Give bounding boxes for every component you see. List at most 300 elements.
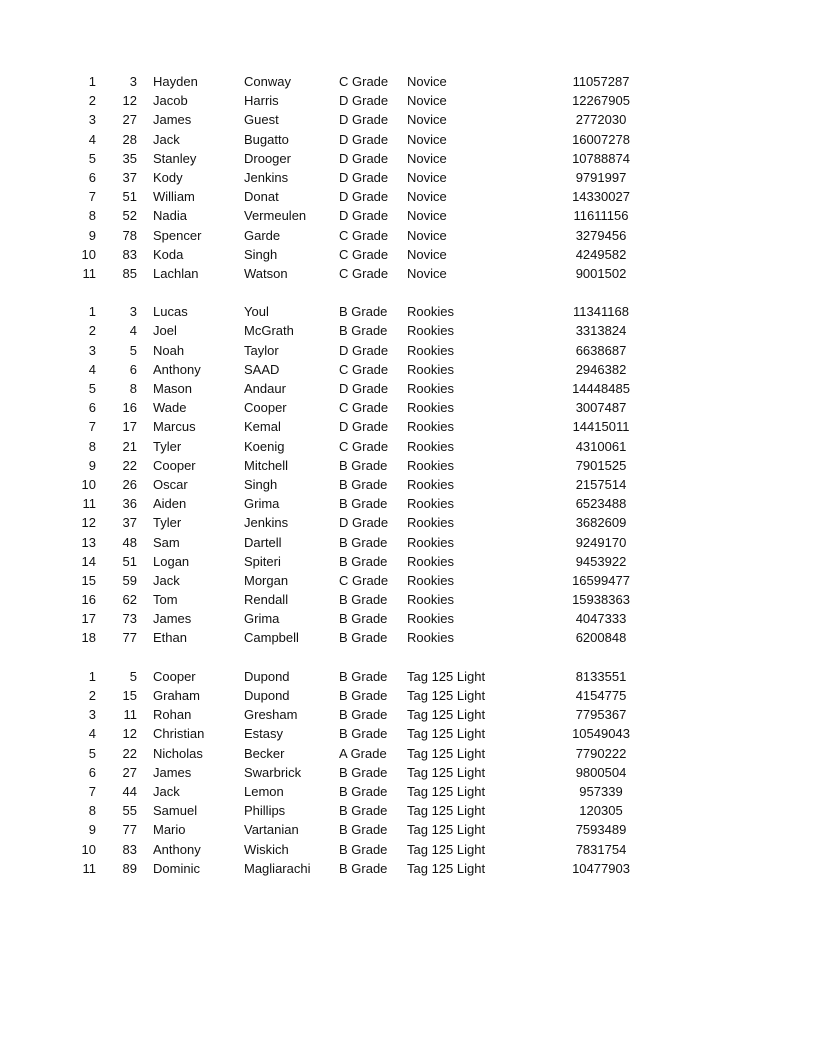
last-name-cell: Campbell [244, 630, 299, 646]
grade-cell: B Grade [339, 630, 388, 646]
class-cell: Novice [407, 74, 447, 89]
position-cell: 8 [88, 438, 96, 454]
table-row [0, 513, 816, 532]
table-row [0, 763, 816, 782]
last-name-cell: Dartell [244, 534, 282, 550]
class-cell: Rookies [407, 381, 454, 396]
last-name-cell: Harris [244, 93, 279, 109]
licence-number-cell: 3007487 [575, 400, 627, 416]
position-cell: 10 [81, 246, 96, 262]
table-row [0, 245, 816, 264]
race-number-cell: 15 [122, 688, 137, 703]
grade-cell: C Grade [339, 227, 389, 243]
race-number-cell: 17 [122, 419, 137, 435]
race-number-cell: 52 [122, 208, 137, 224]
licence-number-cell: 7593489 [575, 822, 627, 838]
table-row [0, 686, 816, 705]
grade-cell: B Grade [339, 707, 388, 723]
first-name-cell: James [153, 764, 192, 780]
table-row [0, 206, 816, 225]
licence-number-cell: 9001502 [575, 265, 627, 281]
grade-cell: B Grade [339, 860, 388, 876]
class-cell: Novice [407, 265, 447, 281]
class-cell: Rookies [407, 457, 454, 473]
position-cell: 2 [88, 93, 96, 109]
grade-cell: B Grade [339, 457, 388, 473]
first-name-cell: Tom [153, 592, 178, 608]
first-name-cell: Dominic [153, 860, 200, 876]
position-cell: 5 [88, 745, 96, 761]
class-cell: Tag 125 Light [407, 688, 486, 703]
race-number-cell: 3 [129, 74, 137, 89]
licence-number-cell: 2157514 [575, 476, 627, 492]
table-row [0, 226, 816, 245]
licence-number-cell: 11611156 [573, 208, 629, 224]
grade-cell: D Grade [339, 419, 389, 435]
first-name-cell: Aiden [153, 496, 187, 512]
licence-number-cell: 7790222 [575, 745, 627, 761]
position-cell: 1 [88, 304, 96, 320]
last-name-cell: Spiteri [244, 553, 281, 569]
class-group [0, 667, 816, 878]
table-row [0, 264, 816, 283]
licence-number-cell: 9791997 [575, 169, 627, 185]
last-name-cell: Drooger [244, 150, 291, 166]
position-cell: 6 [88, 400, 96, 416]
class-cell: Rookies [407, 361, 454, 377]
position-cell: 13 [81, 534, 96, 550]
race-number-cell: 36 [122, 496, 137, 512]
position-cell: 10 [81, 476, 96, 492]
grade-cell: D Grade [339, 93, 389, 109]
first-name-cell: Hayden [153, 74, 198, 89]
licence-number-cell: 3279456 [575, 227, 627, 243]
last-name-cell: Kemal [244, 419, 281, 435]
last-name-cell: Guest [244, 112, 279, 128]
grade-cell: A Grade [339, 745, 387, 761]
grade-cell: C Grade [339, 400, 389, 416]
race-number-cell: 37 [122, 169, 137, 185]
table-row [0, 91, 816, 110]
last-name-cell: Estasy [244, 726, 284, 742]
licence-number-cell: 957339 [579, 783, 623, 799]
race-number-cell: 16 [122, 400, 137, 416]
licence-number-cell: 3313824 [575, 323, 627, 339]
licence-number-cell: 4154775 [575, 688, 627, 703]
position-cell: 16 [81, 592, 96, 608]
class-cell: Novice [407, 208, 447, 224]
class-cell: Rookies [407, 438, 454, 454]
licence-number-cell: 4310061 [575, 438, 627, 454]
race-number-cell: 77 [122, 630, 137, 646]
race-number-cell: 89 [122, 860, 137, 876]
table-row [0, 456, 816, 475]
table-row [0, 667, 816, 686]
position-cell: 7 [88, 419, 96, 435]
first-name-cell: Rohan [153, 707, 192, 723]
grade-cell: B Grade [339, 323, 388, 339]
last-name-cell: Taylor [244, 342, 279, 358]
position-cell: 3 [88, 707, 96, 723]
grade-cell: B Grade [339, 688, 388, 703]
grade-cell: D Grade [339, 131, 389, 147]
grade-cell: B Grade [339, 496, 388, 512]
race-number-cell: 28 [122, 131, 137, 147]
race-number-cell: 83 [122, 841, 137, 857]
class-cell: Tag 125 Light [407, 822, 486, 838]
licence-number-cell: 4047333 [575, 611, 627, 627]
table-row [0, 149, 816, 168]
last-name-cell: Rendall [244, 592, 289, 608]
first-name-cell: Koda [153, 246, 184, 262]
grade-cell: B Grade [339, 783, 388, 799]
class-cell: Rookies [407, 342, 454, 358]
position-cell: 18 [81, 630, 96, 646]
first-name-cell: Cooper [153, 668, 196, 684]
last-name-cell: Jenkins [244, 169, 289, 185]
licence-number-cell: 9800504 [575, 764, 627, 780]
race-number-cell: 26 [122, 476, 137, 492]
race-number-cell: 77 [122, 822, 137, 838]
last-name-cell: Vartanian [244, 822, 299, 838]
last-name-cell: Phillips [244, 803, 286, 819]
class-cell: Tag 125 Light [407, 764, 486, 780]
class-cell: Rookies [407, 496, 454, 512]
class-cell: Rookies [407, 304, 454, 320]
licence-number-cell: 11341168 [573, 304, 629, 320]
race-number-cell: 22 [122, 457, 137, 473]
race-number-cell: 27 [122, 764, 137, 780]
class-cell: Novice [407, 189, 447, 205]
table-row [0, 744, 816, 763]
class-cell: Rookies [407, 592, 454, 608]
first-name-cell: Tyler [153, 515, 182, 531]
class-cell: Tag 125 Light [407, 860, 486, 876]
grade-cell: B Grade [339, 726, 388, 742]
table-row [0, 130, 816, 149]
licence-number-cell: 6200848 [575, 630, 627, 646]
grade-cell: B Grade [339, 841, 388, 857]
position-cell: 11 [82, 496, 96, 512]
first-name-cell: James [153, 112, 192, 128]
race-number-cell: 44 [122, 783, 137, 799]
last-name-cell: Koenig [244, 438, 285, 454]
class-cell: Novice [407, 93, 447, 109]
first-name-cell: Lucas [153, 304, 188, 320]
first-name-cell: Jack [153, 783, 180, 799]
race-number-cell: 62 [122, 592, 137, 608]
class-cell: Rookies [407, 572, 454, 588]
table-row [0, 341, 816, 360]
race-number-cell: 37 [122, 515, 137, 531]
class-cell: Rookies [407, 611, 454, 627]
first-name-cell: Joel [153, 323, 177, 339]
licence-number-cell: 3682609 [575, 515, 627, 531]
licence-number-cell: 2772030 [575, 112, 627, 128]
last-name-cell: Singh [244, 476, 278, 492]
class-cell: Novice [407, 112, 447, 128]
position-cell: 7 [88, 783, 96, 799]
class-cell: Tag 125 Light [407, 668, 486, 684]
race-number-cell: 51 [122, 189, 137, 205]
last-name-cell: Donat [244, 189, 279, 205]
race-number-cell: 83 [122, 246, 137, 262]
first-name-cell: Kody [153, 169, 183, 185]
first-name-cell: James [153, 611, 192, 627]
class-cell: Rookies [407, 400, 454, 416]
position-cell: 11 [82, 860, 96, 876]
grade-cell: C Grade [339, 361, 389, 377]
table-row [0, 820, 816, 839]
race-number-cell: 12 [122, 726, 137, 742]
first-name-cell: Lachlan [153, 265, 199, 281]
class-group [0, 302, 816, 647]
table-row [0, 705, 816, 724]
table-row [0, 494, 816, 513]
position-cell: 1 [88, 74, 96, 89]
grade-cell: C Grade [339, 572, 389, 588]
last-name-cell: Grima [244, 496, 280, 512]
licence-number-cell: 6638687 [575, 342, 627, 358]
class-cell: Tag 125 Light [407, 803, 486, 819]
class-cell: Tag 125 Light [407, 745, 486, 761]
class-cell: Rookies [407, 553, 454, 569]
class-cell: Rookies [407, 323, 454, 339]
grade-cell: D Grade [339, 150, 389, 166]
race-number-cell: 21 [122, 438, 137, 454]
last-name-cell: Mitchell [244, 457, 289, 473]
grade-cell: D Grade [339, 515, 389, 531]
last-name-cell: Dupond [244, 668, 290, 684]
table-row [0, 724, 816, 743]
position-cell: 7 [88, 189, 96, 205]
licence-number-cell: 14448485 [572, 381, 630, 396]
race-number-cell: 78 [122, 227, 137, 243]
grade-cell: D Grade [339, 112, 389, 128]
last-name-cell: Lemon [244, 783, 284, 799]
first-name-cell: Mason [153, 381, 193, 396]
last-name-cell: Wiskich [244, 841, 289, 857]
first-name-cell: Graham [153, 688, 200, 703]
race-number-cell: 8 [129, 381, 137, 396]
table-row [0, 859, 816, 878]
position-cell: 17 [81, 611, 96, 627]
position-cell: 6 [88, 169, 96, 185]
grade-cell: D Grade [339, 189, 389, 205]
class-cell: Tag 125 Light [407, 783, 486, 799]
position-cell: 1 [88, 668, 96, 684]
grade-cell: C Grade [339, 246, 389, 262]
licence-number-cell: 14330027 [572, 189, 630, 205]
first-name-cell: Tyler [153, 438, 182, 454]
last-name-cell: Garde [244, 227, 281, 243]
grade-cell: B Grade [339, 476, 388, 492]
table-row [0, 782, 816, 801]
grade-cell: B Grade [339, 534, 388, 550]
first-name-cell: Marcus [153, 419, 196, 435]
position-cell: 4 [88, 131, 96, 147]
grade-cell: C Grade [339, 438, 389, 454]
last-name-cell: Singh [244, 246, 278, 262]
table-row [0, 72, 816, 91]
class-cell: Novice [407, 169, 447, 185]
table-row [0, 168, 816, 187]
first-name-cell: Sam [153, 534, 180, 550]
grade-cell: B Grade [339, 764, 388, 780]
last-name-cell: Becker [244, 745, 285, 761]
grade-cell: C Grade [339, 265, 389, 281]
class-cell: Novice [407, 131, 447, 147]
licence-number-cell: 7795367 [575, 707, 627, 723]
race-number-cell: 35 [122, 150, 137, 166]
last-name-cell: Andaur [244, 381, 286, 396]
position-cell: 6 [88, 764, 96, 780]
position-cell: 3 [88, 342, 96, 358]
grade-cell: B Grade [339, 822, 388, 838]
grade-cell: C Grade [339, 74, 389, 89]
class-group [0, 72, 816, 283]
table-row [0, 417, 816, 436]
position-cell: 5 [88, 150, 96, 166]
last-name-cell: Dupond [244, 688, 290, 703]
class-cell: Tag 125 Light [407, 707, 486, 723]
race-number-cell: 11 [123, 707, 137, 723]
position-cell: 3 [88, 112, 96, 128]
class-cell: Rookies [407, 630, 454, 646]
last-name-cell: SAAD [244, 361, 280, 377]
entry-list-sheet [0, 72, 816, 897]
first-name-cell: Noah [153, 342, 185, 358]
grade-cell: D Grade [339, 208, 389, 224]
position-cell: 11 [82, 265, 96, 281]
licence-number-cell: 7831754 [575, 841, 627, 857]
first-name-cell: William [153, 189, 195, 205]
position-cell: 12 [81, 515, 96, 531]
last-name-cell: Watson [244, 265, 288, 281]
race-number-cell: 3 [129, 304, 137, 320]
race-number-cell: 5 [129, 342, 137, 358]
first-name-cell: Nadia [153, 208, 187, 224]
class-cell: Rookies [407, 534, 454, 550]
table-row [0, 840, 816, 859]
class-cell: Novice [407, 246, 447, 262]
grade-cell: B Grade [339, 553, 388, 569]
position-cell: 4 [88, 361, 96, 377]
race-number-cell: 5 [129, 668, 137, 684]
first-name-cell: Jack [153, 131, 180, 147]
position-cell: 9 [88, 227, 96, 243]
position-cell: 2 [88, 688, 96, 703]
table-row [0, 302, 816, 321]
first-name-cell: Anthony [153, 841, 201, 857]
last-name-cell: Morgan [244, 572, 289, 588]
race-number-cell: 51 [122, 553, 137, 569]
race-number-cell: 55 [122, 803, 137, 819]
first-name-cell: Samuel [153, 803, 198, 819]
last-name-cell: Youl [244, 304, 269, 320]
grade-cell: D Grade [339, 381, 389, 396]
table-row [0, 571, 816, 590]
first-name-cell: Christian [153, 726, 205, 742]
table-row [0, 533, 816, 552]
race-number-cell: 85 [122, 265, 137, 281]
licence-number-cell: 6523488 [575, 496, 627, 512]
first-name-cell: Jacob [153, 93, 188, 109]
first-name-cell: Anthony [153, 361, 201, 377]
position-cell: 2 [88, 323, 96, 339]
grade-cell: B Grade [339, 668, 388, 684]
last-name-cell: McGrath [244, 323, 294, 339]
table-row [0, 321, 816, 340]
licence-number-cell: 8133551 [575, 668, 627, 684]
last-name-cell: Swarbrick [244, 764, 302, 780]
first-name-cell: Spencer [153, 227, 202, 243]
first-name-cell: Oscar [153, 476, 188, 492]
position-cell: 5 [88, 381, 96, 396]
last-name-cell: Gresham [244, 707, 298, 723]
class-cell: Novice [407, 150, 447, 166]
position-cell: 9 [88, 822, 96, 838]
grade-cell: D Grade [339, 342, 389, 358]
first-name-cell: Ethan [153, 630, 187, 646]
licence-number-cell: 7901525 [575, 457, 627, 473]
licence-number-cell: 11057287 [572, 74, 630, 89]
class-cell: Rookies [407, 515, 454, 531]
table-row [0, 628, 816, 647]
first-name-cell: Stanley [153, 150, 197, 166]
race-number-cell: 22 [122, 745, 137, 761]
race-number-cell: 73 [122, 611, 137, 627]
race-number-cell: 6 [129, 361, 137, 377]
last-name-cell: Cooper [244, 400, 287, 416]
last-name-cell: Jenkins [244, 515, 289, 531]
licence-number-cell: 9453922 [575, 553, 627, 569]
licence-number-cell: 10788874 [572, 150, 630, 166]
race-number-cell: 12 [122, 93, 137, 109]
licence-number-cell: 10549043 [572, 726, 630, 742]
first-name-cell: Cooper [153, 457, 196, 473]
position-cell: 8 [88, 803, 96, 819]
table-row [0, 360, 816, 379]
class-cell: Rookies [407, 476, 454, 492]
first-name-cell: Jack [153, 572, 180, 588]
position-cell: 15 [81, 572, 96, 588]
first-name-cell: Logan [153, 553, 190, 569]
class-cell: Novice [407, 227, 447, 243]
licence-number-cell: 9249170 [575, 534, 627, 550]
table-row [0, 187, 816, 206]
race-number-cell: 27 [122, 112, 137, 128]
grade-cell: B Grade [339, 611, 388, 627]
first-name-cell: Mario [153, 822, 186, 838]
grade-cell: B Grade [339, 304, 388, 320]
last-name-cell: Magliarachi [244, 860, 311, 876]
first-name-cell: Wade [153, 400, 187, 416]
first-name-cell: Nicholas [153, 745, 203, 761]
position-cell: 14 [81, 553, 96, 569]
last-name-cell: Conway [244, 74, 291, 89]
last-name-cell: Vermeulen [244, 208, 307, 224]
table-row [0, 609, 816, 628]
table-row [0, 379, 816, 398]
race-number-cell: 48 [122, 534, 137, 550]
race-number-cell: 59 [122, 572, 137, 588]
licence-number-cell: 10477903 [572, 860, 630, 876]
position-cell: 10 [81, 841, 96, 857]
table-row [0, 801, 816, 820]
licence-number-cell: 14415011 [572, 419, 630, 435]
licence-number-cell: 2946382 [575, 361, 627, 377]
